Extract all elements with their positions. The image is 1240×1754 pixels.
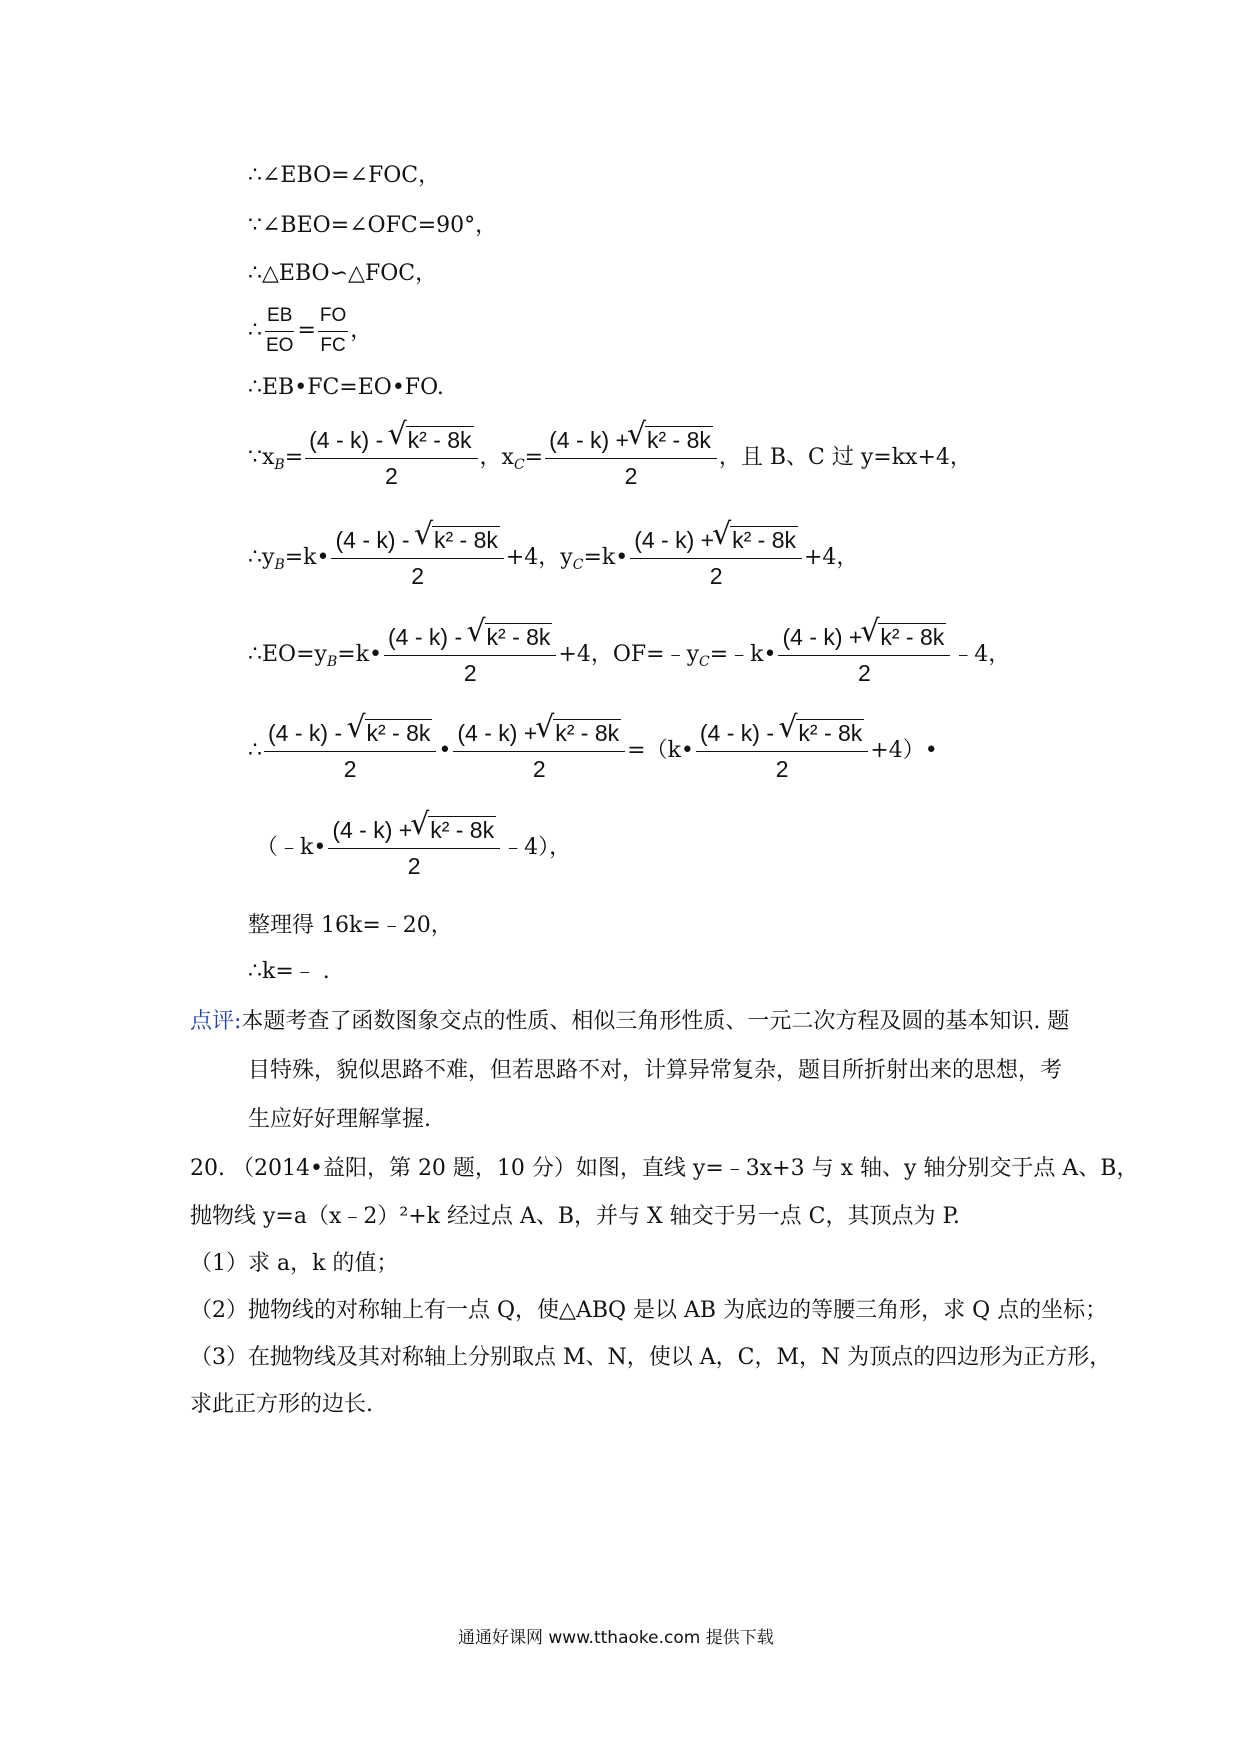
ratio-num-2: FO — [318, 304, 348, 332]
question-3b: 求此正方形的边长. — [190, 1392, 373, 1417]
pe-num-1 — [264, 718, 436, 752]
pe-expr-3: (4 - k) - — [699, 720, 781, 746]
xc-num — [545, 425, 717, 459]
xc-den: 2 — [624, 463, 638, 489]
pc-suffix: ﹣4）， — [502, 835, 572, 860]
line-product-eq-cont — [256, 815, 571, 881]
pe-suffix: +4）• — [870, 738, 938, 763]
xb-den: 2 — [384, 463, 398, 489]
pc-expr: (4 - k) + — [332, 817, 413, 843]
question-1: （1）求 a，k 的值； — [190, 1251, 399, 1276]
xc-frac — [545, 425, 717, 491]
eo-expr: (4 - k) - — [388, 624, 469, 650]
eo-mid: +4，OF=﹣y — [558, 642, 700, 667]
ratio-num-1: EB — [265, 304, 294, 332]
xb-frac — [305, 425, 477, 491]
xb-radicand: k² - 8k — [407, 427, 472, 453]
pe-den-2: 2 — [532, 756, 546, 782]
eo-den: 2 — [463, 660, 477, 686]
y-suffix: +4， — [803, 545, 859, 570]
pe-frac-2 — [453, 718, 625, 784]
pe-frac-1 — [264, 718, 436, 784]
yc-num — [630, 525, 802, 559]
yc-frac — [630, 525, 802, 591]
eo-eq: =k• — [337, 642, 383, 667]
sqrt-icon — [780, 718, 864, 748]
eo-prefix: ∴EO=y — [248, 642, 327, 667]
pe-expr-1: (4 - k) - — [268, 720, 349, 746]
pe-den-3: 2 — [775, 756, 789, 782]
yb-frac — [331, 525, 503, 591]
ratio-frac-1 — [264, 304, 295, 358]
yc-den: 2 — [709, 563, 723, 589]
ratio-den-1: EO — [266, 335, 294, 356]
line-similar: ∴△EBO∽△FOC， — [248, 261, 438, 286]
problem-line-2: 抛物线 y=a（x﹣2）²+k 经过点 A、B，并与 X 轴交于另一点 C，其顶点为 P. — [190, 1204, 960, 1229]
pe-expr-2: (4 - k) + — [457, 720, 538, 746]
pe-frac-3 — [696, 718, 868, 784]
sqrt-icon — [629, 425, 713, 455]
y-mid: +4，y — [505, 545, 573, 570]
y-eq-2: =k• — [583, 545, 629, 570]
line-ratio: ∴ $\frac{EB}{EO}$ = $\frac{FO}{FC}$ ， — [248, 305, 373, 356]
line-eo-of — [248, 622, 1010, 688]
pe-radicand-1: k² - 8k — [366, 720, 431, 746]
line-product: ∴EB•FC=EO•FO. — [248, 375, 444, 400]
page-footer: 通通好课网 www.tthaoke.com 提供下载 — [458, 1628, 774, 1648]
sqrt-icon — [416, 525, 500, 555]
question-2: （2）抛物线的对称轴上有一点 Q，使△ABQ 是以 AB 为底边的等腰三角形，求 Q 点的坐标； — [190, 1298, 1108, 1323]
ratio-den-2: FC — [320, 335, 346, 356]
pc-frac — [328, 815, 500, 881]
comment-line-2: 目特殊，貌似思路不难，但若思路不对，计算异常复杂，题目所折射出来的思想，考 — [248, 1058, 1063, 1083]
line-product-eq — [248, 718, 938, 784]
pe-den-1: 2 — [343, 756, 357, 782]
sqrt-icon — [412, 815, 496, 845]
line-y-values — [248, 525, 858, 591]
y-prefix: ∴y — [248, 545, 275, 570]
yb-num — [331, 525, 503, 559]
line-x-roots: $\because x_B=$ $\frac{\text{(4 - k) - √ k² - 8k}}{2}$ ，$x_C=$ $\frac{\text{(4 - k) +√ k² - 8k}}{2}$ ，且 B、C 过 y=kx+4， — [248, 425, 972, 491]
yb-expr: (4 - k) - — [335, 527, 416, 553]
eo-suffix: ﹣4， — [952, 642, 1011, 667]
xc-expr: (4 - k) + — [549, 427, 629, 453]
y-sub-b: B — [274, 557, 285, 573]
pe-radicand-2: k² - 8k — [555, 720, 620, 746]
line-simplify: 整理得 16k=﹣20， — [248, 913, 453, 938]
ratio-frac-2 — [318, 304, 348, 358]
y-sub-c: C — [572, 557, 584, 573]
pc-num — [328, 815, 500, 849]
of-eq: =﹣k• — [709, 642, 777, 667]
x-mid: ，x — [479, 445, 514, 470]
x-sub-b: B — [274, 457, 285, 473]
line-angle-eq: ∴∠EBO=∠FOC， — [248, 163, 441, 188]
yc-radicand: k² - 8k — [732, 527, 796, 553]
sqrt-icon — [349, 718, 433, 748]
pc-den: 2 — [407, 853, 421, 879]
ratio-prefix: ∴ — [248, 318, 262, 343]
comment-text-1: 本题考查了函数图象交点的性质、相似三角形性质、一元二次方程及圆的基本知识. 题 — [241, 1009, 1070, 1034]
problem-line-1: 20. （2014•益阳，第 20 题，10 分）如图，直线 y=﹣3x+3 与 x 轴、y 轴分别交于点 A、B， — [190, 1156, 1139, 1181]
xb-expr: (4 - k) - — [309, 427, 390, 453]
comment-label: 点评: — [190, 1009, 242, 1034]
ratio-suffix: ， — [350, 318, 373, 343]
comment-line-1 — [190, 1008, 1069, 1036]
pe-radicand-3: k² - 8k — [798, 720, 863, 746]
of-num — [778, 622, 950, 656]
eo-sub-b: B — [326, 654, 338, 670]
sqrt-icon — [537, 718, 621, 748]
of-sub-c: C — [699, 654, 710, 670]
of-radicand: k² - 8k — [880, 624, 945, 650]
line-right-angle: ∵∠BEO=∠OFC=90°， — [248, 213, 498, 238]
x-sub-c: C — [513, 457, 525, 473]
yc-expr: (4 - k) + — [634, 527, 715, 553]
eo-radicand: k² - 8k — [486, 624, 551, 650]
comment-line-3: 生应好好理解掌握. — [248, 1107, 431, 1132]
eo-frac — [384, 622, 556, 688]
x-prefix: ∵x — [248, 445, 275, 470]
of-den: 2 — [857, 660, 871, 686]
pe-prefix: ∴ — [248, 738, 262, 763]
xc-radicand: k² - 8k — [646, 427, 711, 453]
pe-eq: =（k• — [627, 738, 694, 763]
pc-prefix: （﹣k• — [256, 835, 327, 860]
sqrt-icon — [862, 622, 946, 652]
pe-num-2 — [453, 718, 625, 752]
yb-radicand: k² - 8k — [433, 527, 498, 553]
line-result: ∴k=﹣ . — [248, 959, 330, 984]
x-suffix: ，且 B、C 过 y=kx+4， — [718, 445, 972, 470]
xb-num — [305, 425, 477, 459]
pe-dot: • — [438, 738, 452, 763]
y-eq-1: =k• — [284, 545, 330, 570]
question-3a: （3）在抛物线及其对称轴上分别取点 M、N，使以 A，C，M，N 为顶点的四边形为正方形， — [190, 1345, 1112, 1370]
sqrt-icon — [714, 525, 798, 555]
of-expr: (4 - k) + — [782, 624, 863, 650]
yb-den: 2 — [411, 563, 425, 589]
pe-num-3 — [696, 718, 868, 752]
pc-radicand: k² - 8k — [430, 817, 495, 843]
sqrt-icon — [469, 622, 553, 652]
of-frac — [778, 622, 950, 688]
sqrt-icon — [390, 425, 474, 455]
eo-num — [384, 622, 556, 656]
